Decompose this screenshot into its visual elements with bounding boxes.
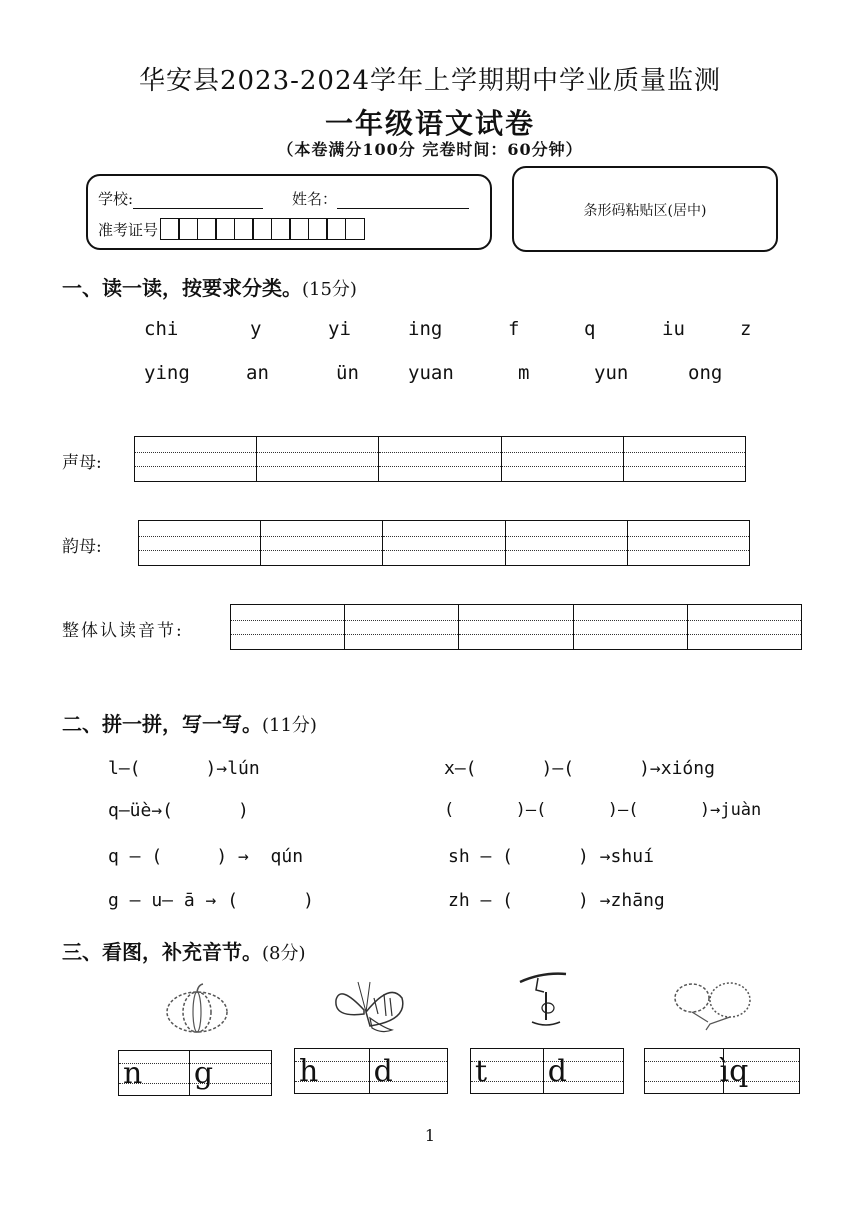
exam-header-line1: 华安县2023-2024学年上学期期中学业质量监测 bbox=[138, 66, 722, 96]
spell-exercise[interactable]: l—( )→lún bbox=[108, 758, 260, 779]
exam-id-digit[interactable] bbox=[215, 218, 235, 240]
exam-id-digit[interactable] bbox=[197, 218, 217, 240]
spell-exercise[interactable]: sh — ( ) →shuí bbox=[448, 846, 654, 867]
yunmu-label: 韵母: bbox=[62, 537, 102, 557]
spell-exercise[interactable]: ( )—( )—( )→juàn bbox=[444, 800, 762, 820]
writing-cell[interactable] bbox=[627, 521, 749, 565]
school-line bbox=[133, 192, 263, 209]
section1-heading: 一、读一读，按要求分类。 bbox=[62, 276, 302, 300]
section1-title bbox=[62, 272, 357, 301]
syllable-box-balloon[interactable] bbox=[644, 1048, 800, 1094]
pinyin-item: z bbox=[740, 318, 752, 340]
syllable-cell[interactable] bbox=[369, 1049, 447, 1093]
writing-cell[interactable] bbox=[458, 605, 572, 649]
writing-cell[interactable] bbox=[135, 437, 256, 481]
spell-exercise[interactable]: x—( )—( )→xióng bbox=[444, 758, 715, 779]
syllable-cell[interactable] bbox=[295, 1049, 369, 1093]
section3-title bbox=[62, 936, 306, 965]
writing-cell[interactable] bbox=[573, 605, 687, 649]
exam-id-digit[interactable] bbox=[289, 218, 309, 240]
pinyin-item: yuan bbox=[408, 362, 454, 384]
syllable-letter: h bbox=[299, 1053, 319, 1089]
butterfly-picture bbox=[330, 978, 410, 1036]
pinyin-item: ong bbox=[688, 362, 723, 384]
exam-id-digit[interactable] bbox=[160, 218, 180, 240]
pinyin-item: yi bbox=[328, 318, 351, 340]
section3-score: (8分) bbox=[262, 943, 306, 964]
pinyin-item: an bbox=[246, 362, 269, 384]
pinyin-item: q bbox=[584, 318, 596, 340]
syllable-letter: ì bbox=[719, 1053, 730, 1089]
syllable-letter: t bbox=[475, 1053, 488, 1089]
zhengti-grid[interactable] bbox=[230, 604, 802, 650]
writing-cell[interactable] bbox=[687, 605, 801, 649]
spell-exercise[interactable]: zh — ( ) →zhāng bbox=[448, 890, 665, 911]
syllable-cell[interactable] bbox=[189, 1051, 271, 1095]
syllable-box-pumpkin[interactable] bbox=[118, 1050, 272, 1096]
barcode-label: 条形码粘贴区(居中) bbox=[583, 203, 707, 219]
balloons-picture bbox=[668, 976, 760, 1032]
bean-sprout-picture bbox=[512, 968, 576, 1032]
syllable-letter: q bbox=[729, 1053, 749, 1089]
syllable-cell[interactable] bbox=[543, 1049, 623, 1093]
spell-exercise[interactable]: q — ( ) → qún bbox=[108, 846, 304, 867]
zhengti-label: 整体认读音节: bbox=[62, 621, 184, 641]
shengmu-grid[interactable] bbox=[134, 436, 746, 482]
writing-cell[interactable] bbox=[231, 605, 344, 649]
syllable-cell[interactable] bbox=[719, 1049, 799, 1093]
pinyin-item: f bbox=[508, 318, 520, 340]
name-line bbox=[337, 192, 469, 209]
writing-cell[interactable] bbox=[260, 521, 382, 565]
syllable-letter: g bbox=[193, 1055, 214, 1091]
exam-id-digit[interactable] bbox=[271, 218, 291, 240]
exam-id-field[interactable] bbox=[98, 218, 365, 240]
student-info-box bbox=[86, 174, 492, 250]
exam-id-digit-boxes bbox=[161, 218, 365, 240]
spell-exercise[interactable]: g — u— ā → ( ) bbox=[108, 890, 314, 911]
section2-title bbox=[62, 708, 317, 737]
writing-cell[interactable] bbox=[501, 437, 623, 481]
syllable-cell[interactable] bbox=[119, 1051, 189, 1095]
exam-subtitle: （本卷满分100分 完卷时间：60分钟） bbox=[277, 140, 583, 159]
exam-title: 一年级语文试卷 bbox=[324, 107, 535, 140]
syllable-cell[interactable] bbox=[471, 1049, 543, 1093]
page-number: 1 bbox=[424, 1126, 436, 1145]
pinyin-item: m bbox=[518, 362, 530, 384]
exam-id-digit[interactable] bbox=[252, 218, 272, 240]
writing-cell[interactable] bbox=[139, 521, 260, 565]
pinyin-item: chi bbox=[144, 318, 179, 340]
writing-cell[interactable] bbox=[378, 437, 500, 481]
exam-id-digit[interactable] bbox=[178, 218, 198, 240]
syllable-box-butterfly[interactable] bbox=[294, 1048, 448, 1094]
section2-heading: 二、拼一拼，写一写。 bbox=[62, 712, 262, 736]
section2-score: (11分) bbox=[262, 715, 317, 736]
writing-cell[interactable] bbox=[623, 437, 745, 481]
spell-exercise[interactable]: q—üè→( ) bbox=[108, 800, 249, 821]
shengmu-label: 声母: bbox=[62, 453, 102, 473]
yunmu-grid[interactable] bbox=[138, 520, 750, 566]
pinyin-item: iu bbox=[662, 318, 685, 340]
pinyin-item: ing bbox=[408, 318, 443, 340]
school-field[interactable] bbox=[98, 188, 263, 209]
writing-cell[interactable] bbox=[505, 521, 627, 565]
syllable-letter: n bbox=[123, 1055, 143, 1091]
pinyin-item: ying bbox=[144, 362, 190, 384]
pinyin-item: yun bbox=[594, 362, 629, 384]
writing-cell[interactable] bbox=[256, 437, 378, 481]
exam-id-label: 准考证号 bbox=[98, 220, 159, 239]
barcode-area bbox=[512, 166, 778, 252]
syllable-cell[interactable] bbox=[645, 1049, 723, 1093]
exam-id-digit[interactable] bbox=[234, 218, 254, 240]
section1-score: (15分) bbox=[302, 279, 357, 300]
name-label: 姓名： bbox=[292, 190, 338, 208]
syllable-letter: d bbox=[547, 1053, 567, 1089]
syllable-box-sprout[interactable] bbox=[470, 1048, 624, 1094]
writing-cell[interactable] bbox=[382, 521, 504, 565]
section3-heading: 三、看图，补充音节。 bbox=[62, 940, 262, 964]
pinyin-item: y bbox=[250, 318, 262, 340]
exam-id-digit[interactable] bbox=[308, 218, 328, 240]
pumpkin-picture bbox=[158, 982, 236, 1034]
pinyin-item: ün bbox=[336, 362, 359, 384]
writing-cell[interactable] bbox=[344, 605, 458, 649]
exam-id-digit[interactable] bbox=[345, 218, 365, 240]
school-label: 学校: bbox=[98, 190, 134, 208]
exam-id-digit[interactable] bbox=[326, 218, 346, 240]
syllable-letter: d bbox=[373, 1053, 393, 1089]
name-field[interactable] bbox=[292, 188, 469, 209]
